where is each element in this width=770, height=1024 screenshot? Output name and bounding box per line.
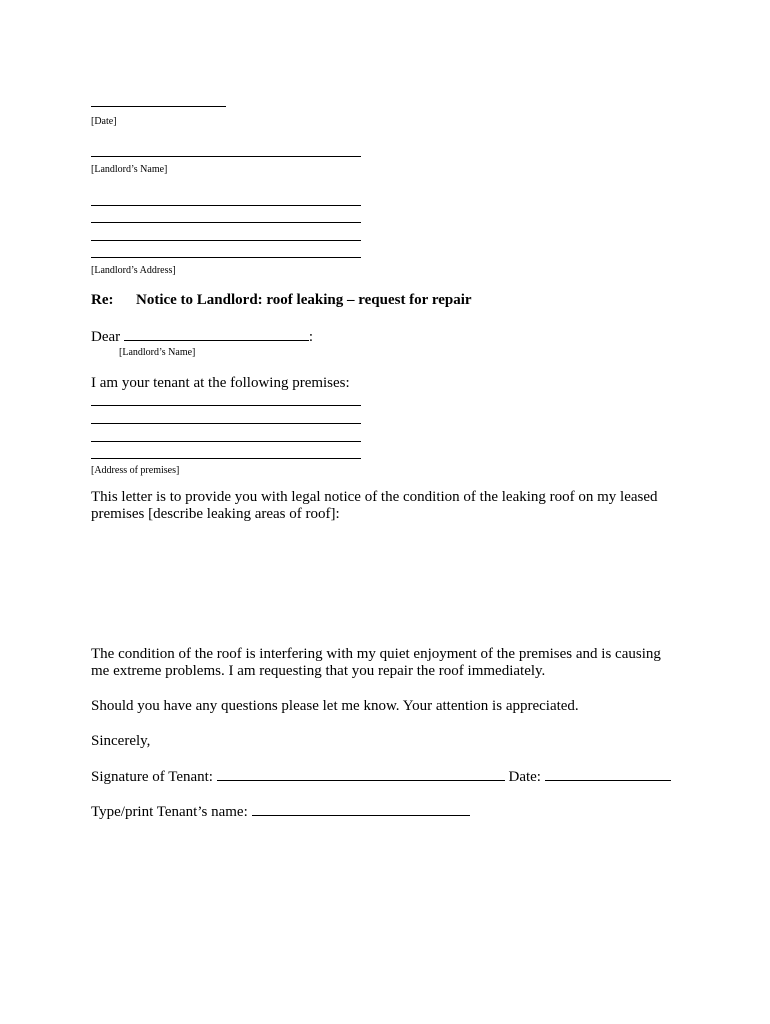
condition-paragraph-line-2: me extreme problems. I am requesting that you repair the roof immediately. xyxy=(91,663,546,679)
landlord-name-line[interactable] xyxy=(91,156,361,157)
condition-paragraph xyxy=(91,646,691,680)
premises-line-1[interactable] xyxy=(91,405,361,406)
printed-name-blank[interactable] xyxy=(252,802,470,816)
notice-paragraph-line-2: premises [describe leaking areas of roof]: xyxy=(91,506,340,522)
salutation-name-blank[interactable] xyxy=(124,327,309,341)
subject-title: Notice to Landlord: roof leaking – request for repair xyxy=(136,292,472,308)
signature-label: Signature of Tenant: xyxy=(91,769,213,785)
salutation-name-caption: [Landlord’s Name] xyxy=(119,347,196,358)
condition-paragraph-line-1: The condition of the roof is interfering with my quiet enjoyment of the premises and is causing xyxy=(91,646,661,662)
landlord-name-caption: [Landlord’s Name] xyxy=(91,164,168,175)
signature-blank[interactable] xyxy=(217,767,505,781)
salutation xyxy=(91,327,313,346)
date-line[interactable] xyxy=(91,106,226,107)
signature-date-blank[interactable] xyxy=(545,767,671,781)
questions-sentence: Should you have any questions please let me know. Your attention is appreciated. xyxy=(91,698,579,714)
landlord-address-line-4[interactable] xyxy=(91,257,361,258)
premises-line-4[interactable] xyxy=(91,458,361,459)
closing: Sincerely, xyxy=(91,733,151,749)
premises-caption: [Address of premises] xyxy=(91,465,180,476)
re-label: Re: xyxy=(91,292,114,308)
landlord-address-line-2[interactable] xyxy=(91,222,361,223)
signature-date-label: Date: xyxy=(508,769,541,785)
landlord-address-line-3[interactable] xyxy=(91,240,361,241)
date-caption: [Date] xyxy=(91,116,117,127)
landlord-address-caption: [Landlord’s Address] xyxy=(91,265,176,276)
notice-paragraph xyxy=(91,489,691,523)
landlord-address-line-1[interactable] xyxy=(91,205,361,206)
salutation-colon: : xyxy=(308,329,314,345)
printed-name-row xyxy=(91,802,470,821)
premises-line-2[interactable] xyxy=(91,423,361,424)
premises-line-3[interactable] xyxy=(91,441,361,442)
salutation-word: Dear xyxy=(91,329,121,345)
signature-row xyxy=(91,767,671,786)
printed-name-label: Type/print Tenant’s name: xyxy=(91,804,248,820)
premises-intro: I am your tenant at the following premises: xyxy=(91,375,350,391)
notice-paragraph-line-1: This letter is to provide you with legal notice of the condition of the leaking roof on my leased xyxy=(91,489,658,505)
